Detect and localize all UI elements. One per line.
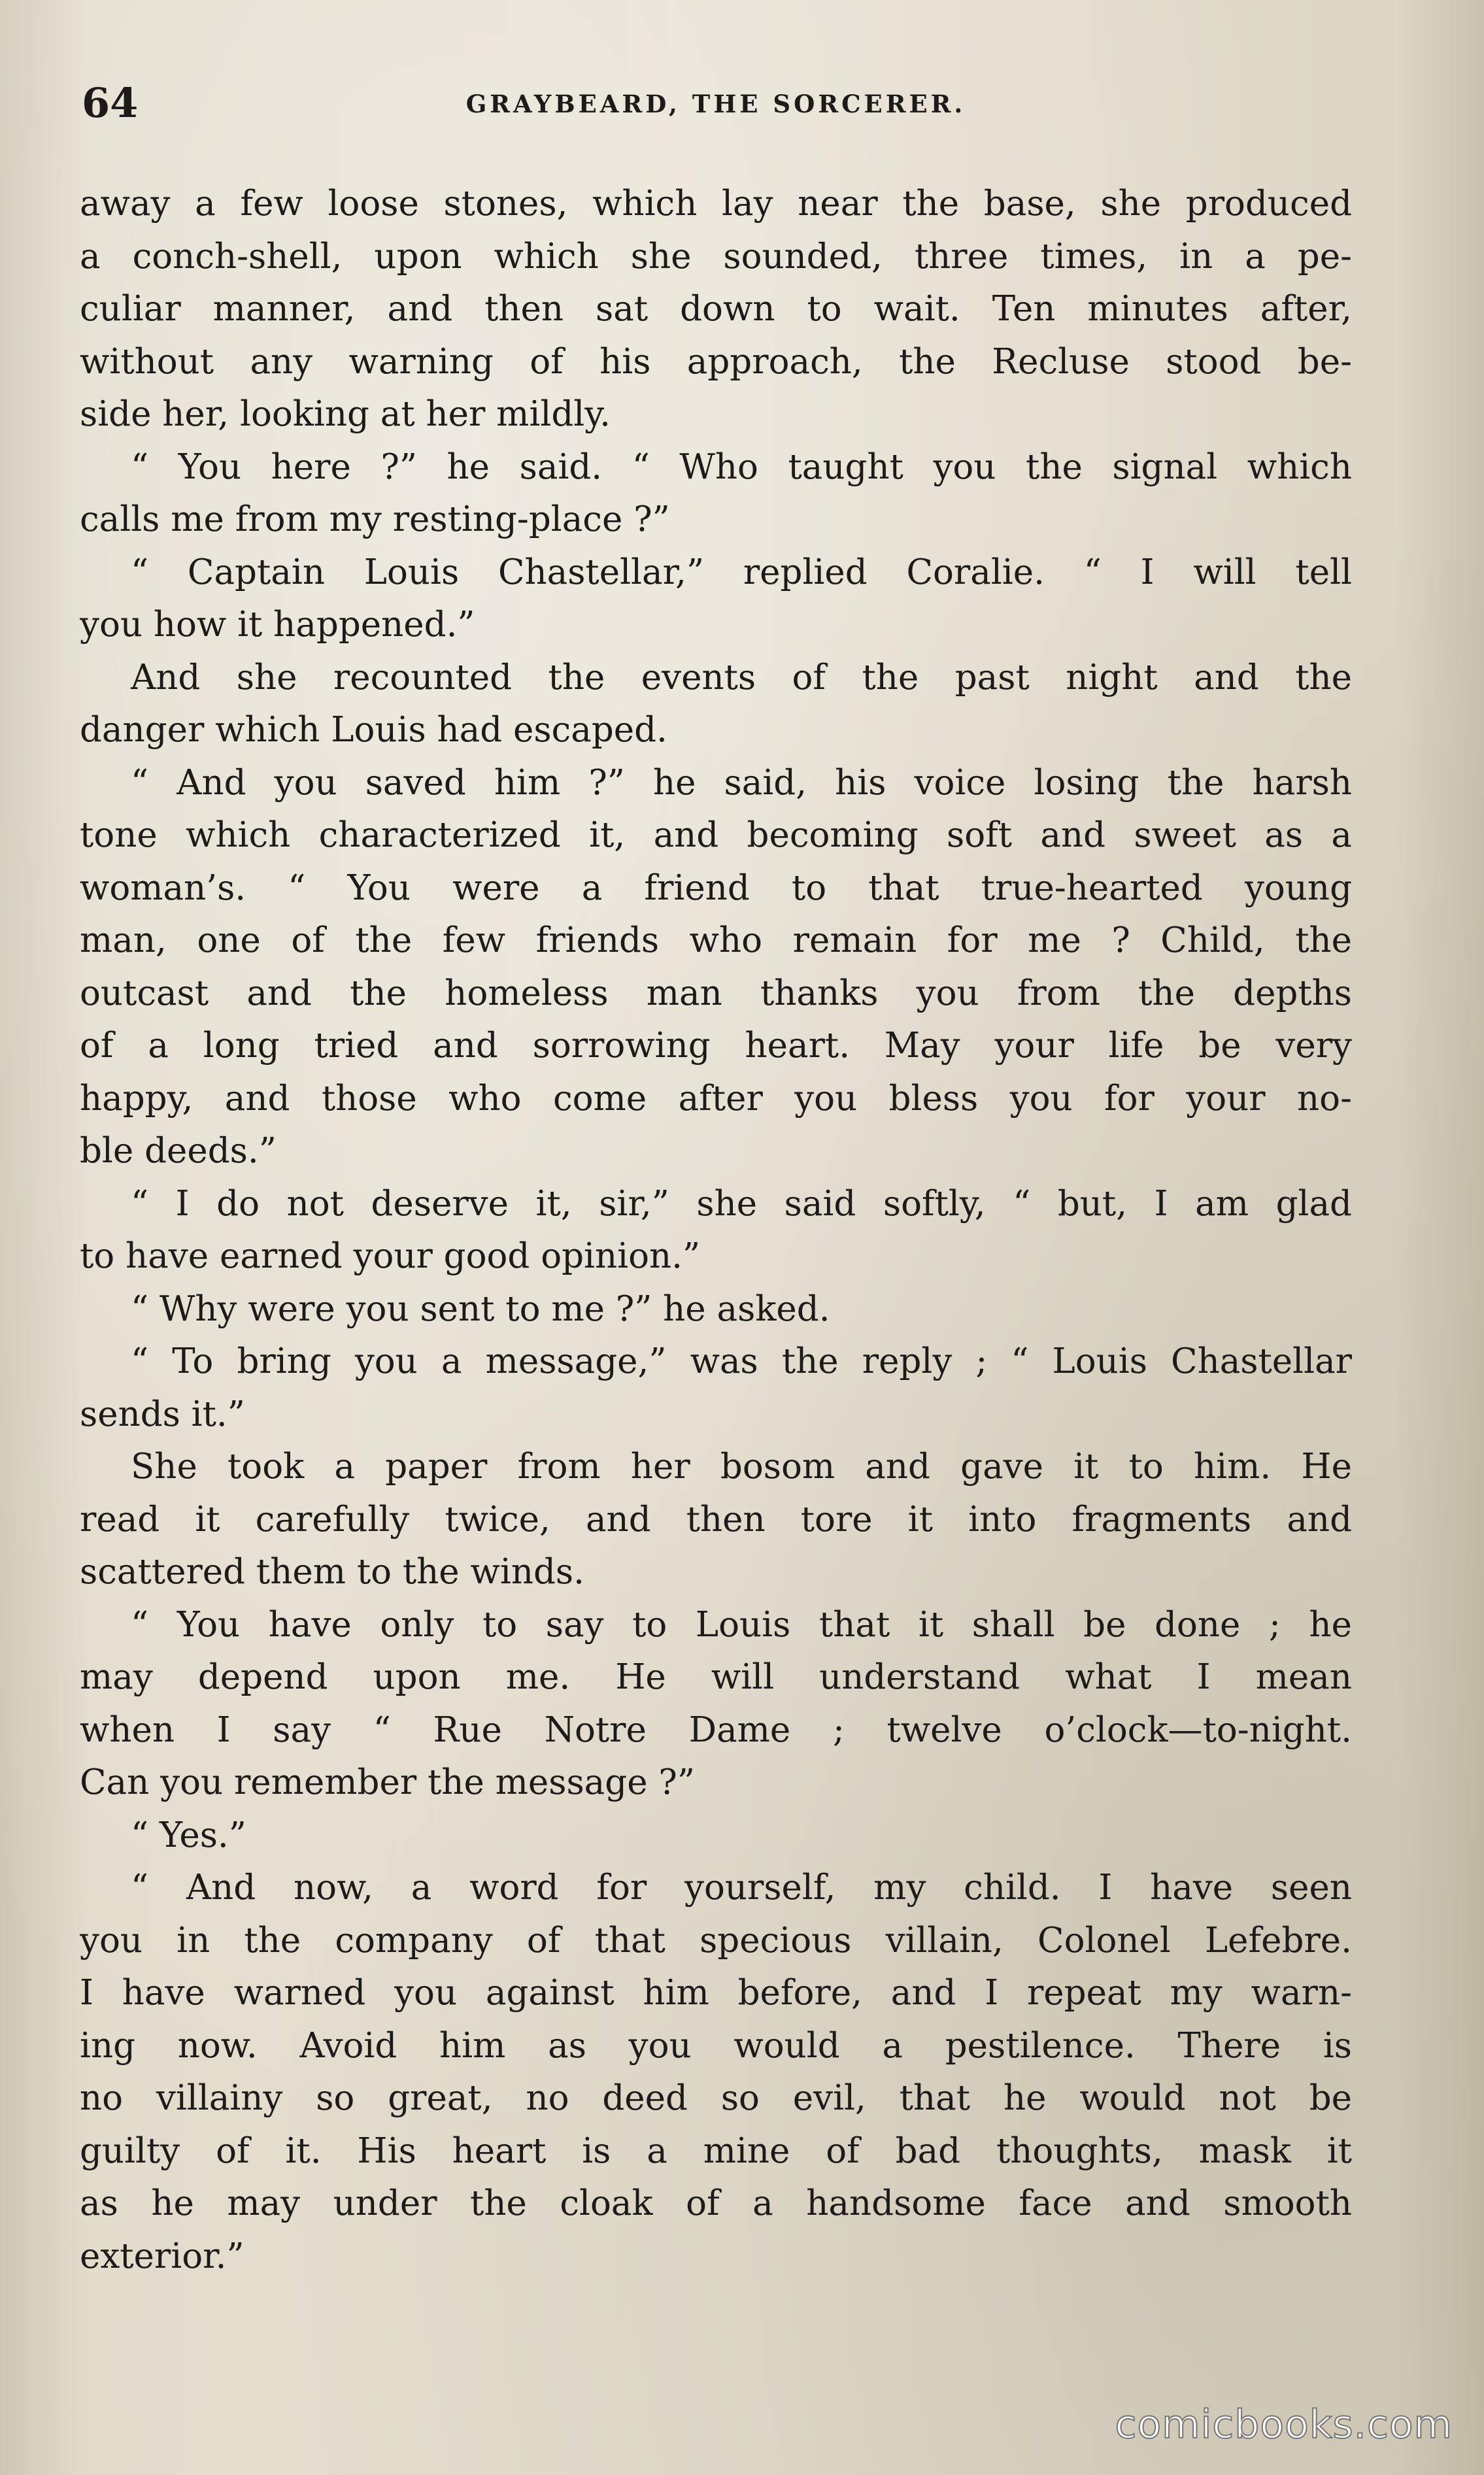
- watermark: comicbooks.com: [1115, 2402, 1453, 2448]
- text-line: side her, looking at her mildly.: [80, 394, 611, 434]
- text-line: exterior.”: [80, 2236, 245, 2276]
- text-line: calls me from my resting-place ?”: [80, 499, 670, 539]
- text-line: danger which Louis had escaped.: [80, 710, 667, 750]
- text-line: read it carefully twice, and then tore it into fragments and: [80, 1499, 1352, 1540]
- text-line: ble deeds.”: [80, 1131, 277, 1171]
- body-text: [80, 178, 1352, 2283]
- text-line: guilty of it. His heart is a mine of bad thoughts, mask it: [80, 2130, 1352, 2171]
- text-line: of a long tried and sorrowing heart. May your life be very: [80, 1026, 1352, 1066]
- page-number: 64: [82, 79, 139, 127]
- text-line: culiar manner, and then sat down to wait. Ten minutes after,: [80, 289, 1352, 329]
- text-line: And she recounted the events of the past night and the: [131, 657, 1352, 698]
- running-title: GRAYBEARD, THE SORCERER.: [465, 90, 966, 118]
- text-line: when I say “ Rue Notre Dame ; twelve o’clock—to-night.: [80, 1709, 1352, 1750]
- text-line: “ I do not deserve it, sir,” she said softly, “ but, I am glad: [131, 1183, 1352, 1224]
- text-line: you in the company of that specious villain, Colonel Lefebre.: [80, 1920, 1352, 1961]
- text-line: “ And now, a word for yourself, my child. I have seen: [131, 1868, 1352, 1908]
- text-line: “ You here ?” he said. “ Who taught you the signal which: [131, 446, 1352, 487]
- text-line: as he may under the cloak of a handsome face and smooth: [80, 2183, 1352, 2223]
- text-line: “ Yes.”: [131, 1815, 246, 1855]
- text-line: away a few loose stones, which lay near the base, she produced: [80, 184, 1352, 224]
- text-line: woman’s. “ You were a friend to that true-hearted young: [80, 867, 1352, 908]
- text-line: “ And you saved him ?” he said, his voice losing the harsh: [131, 762, 1352, 803]
- text-line: “ Captain Louis Chastellar,” replied Coralie. “ I will tell: [131, 552, 1352, 592]
- text-line: may depend upon me. He will understand what I mean: [80, 1657, 1352, 1697]
- text-line: Can you remember the message ?”: [80, 1762, 695, 1802]
- text-line: to have earned your good opinion.”: [80, 1236, 701, 1276]
- text-line: “ You have only to say to Louis that it shall be done ; he: [131, 1604, 1352, 1645]
- text-line: sends it.”: [80, 1394, 245, 1434]
- text-line: you how it happened.”: [80, 605, 475, 645]
- text-line: without any warning of his approach, the Recluse stood be-: [80, 341, 1352, 382]
- text-line: scattered them to the winds.: [80, 1552, 584, 1592]
- text-line: She took a paper from her bosom and gave it to him. He: [131, 1447, 1352, 1487]
- text-line: a conch-shell, upon which she sounded, three times, in a pe-: [80, 236, 1352, 277]
- text-line: no villainy so great, no deed so evil, that he would not be: [80, 2078, 1352, 2118]
- text-line: “ To bring you a message,” was the reply ; “ Louis Chastellar: [131, 1341, 1352, 1381]
- text-line: “ Why were you sent to me ?” he asked.: [131, 1288, 830, 1329]
- text-line: tone which characterized it, and becoming soft and sweet as a: [80, 815, 1352, 855]
- text-line: I have warned you against him before, and I repeat my warn-: [80, 1973, 1352, 2013]
- text-line: ing now. Avoid him as you would a pestilence. There is: [80, 2025, 1352, 2066]
- text-line: man, one of the few friends who remain for me ? Child, the: [80, 920, 1352, 960]
- running-head: [82, 77, 1350, 129]
- text-line: happy, and those who come after you bless you for your no-: [80, 1078, 1352, 1119]
- text-line: outcast and the homeless man thanks you from the depths: [80, 973, 1352, 1013]
